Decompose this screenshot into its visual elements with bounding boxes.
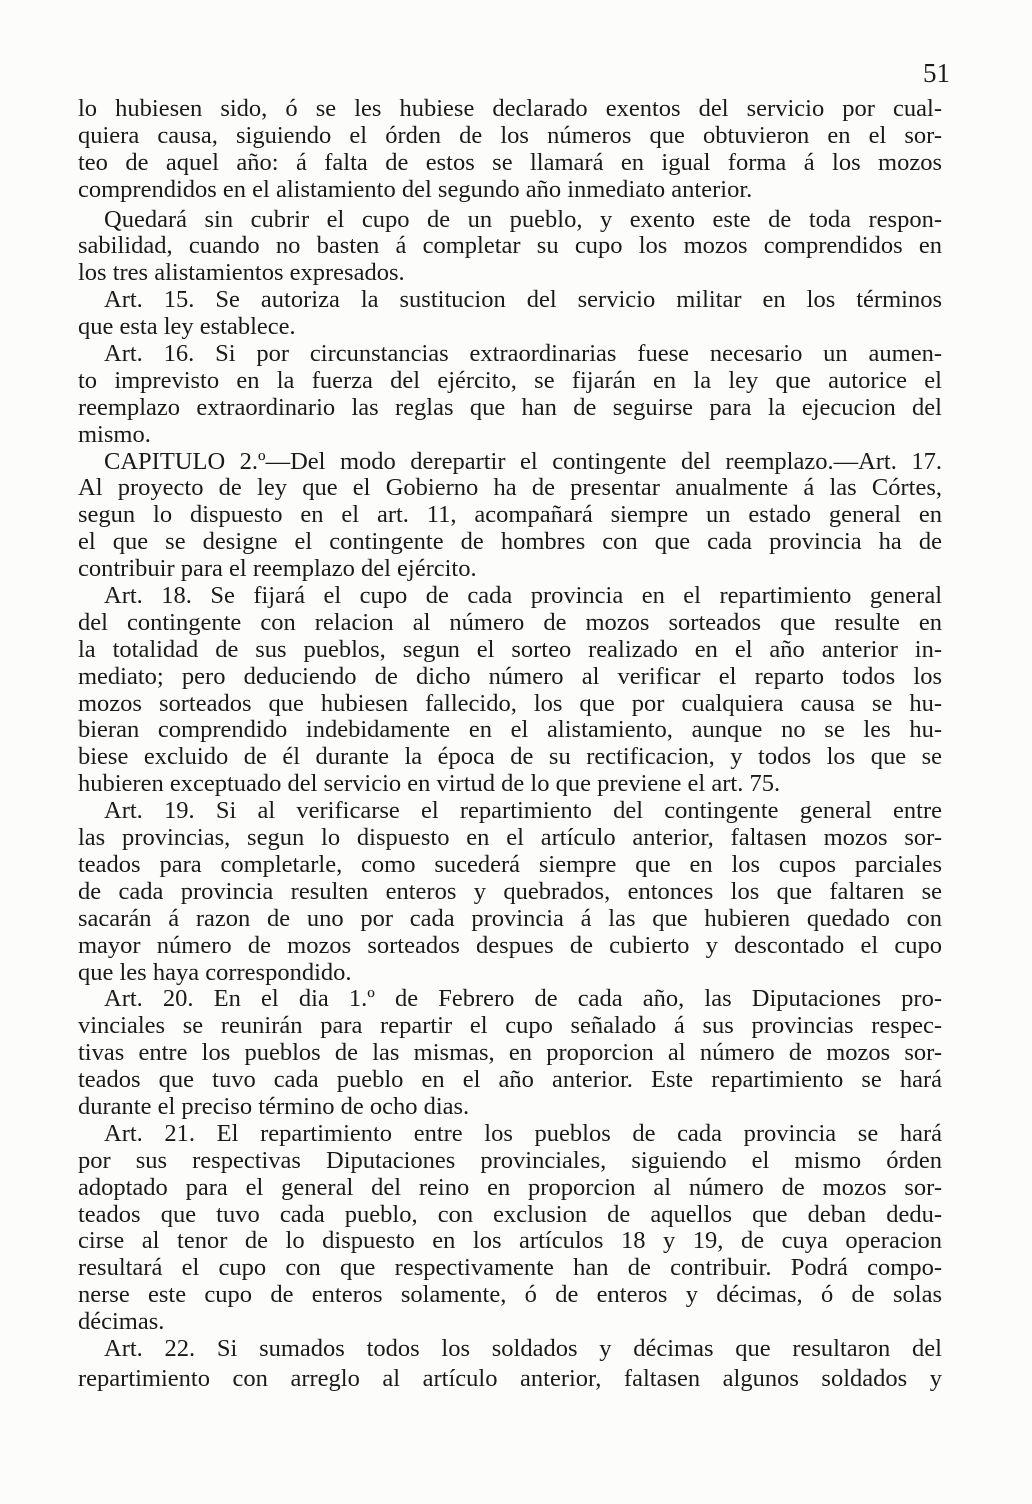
text-line: comprendidos en el alistamiento del segundo año inmediato anterior. xyxy=(78,176,753,203)
text-line: resultará el cupo con que respectivamente han de contribuir. Podrá compo- xyxy=(78,1255,942,1282)
text-line: Al proyecto de ley que el Gobierno ha de presentar anualmente á las Córtes, xyxy=(78,475,942,502)
text-line: mismo. xyxy=(78,421,151,448)
text-line: mayor número de mozos sorteados despues de cubierto y descontado el cupo xyxy=(78,932,942,959)
text-line: Art. 22. Si sumados todos los soldados y décimas que resultaron del xyxy=(104,1335,942,1362)
text-line: CAPITULO 2.º—Del modo derepartir el contingente del reemplazo.—Art. 17. xyxy=(104,448,942,475)
text-line: hubieren exceptuado del servicio en virtud de lo que previene el art. 75. xyxy=(78,771,781,798)
text-line: las provincias, segun lo dispuesto en el artículo anterior, faltasen mozos sor- xyxy=(78,825,942,852)
text-line: que les haya correspondido. xyxy=(78,959,352,986)
text-line: por sus respectivas Diputaciones provinciales, siguiendo el mismo órden xyxy=(78,1147,942,1174)
text-line: to imprevisto en la fuerza del ejército, se fijarán en la ley que autorice el xyxy=(78,367,942,394)
text-line: biese excluido de él durante la época de su rectificacion, y todos los que se xyxy=(78,744,942,771)
text-line: de cada provincia resulten enteros y quebrados, entonces los que faltaren se xyxy=(78,878,942,905)
text-line: durante el preciso término de ocho dias. xyxy=(78,1093,470,1120)
text-line: mediato; pero deduciendo de dicho número al verificar el reparto todos los xyxy=(78,663,942,690)
text-line: segun lo dispuesto en el art. 11, acompañará siempre un estado general en xyxy=(78,502,942,529)
text-line: lo hubiesen sido, ó se les hubiese declarado exentos del servicio por cual- xyxy=(78,96,942,122)
text-line: adoptado para el general del reino en proporcion al número de mozos sor- xyxy=(78,1174,942,1201)
text-line: décimas. xyxy=(78,1309,165,1336)
text-line: Art. 15. Se autoriza la sustitucion del servicio militar en los términos xyxy=(104,287,942,314)
text-line: teados para completarle, como sucederá siempre que en los cupos parciales xyxy=(78,851,942,878)
text-line: que esta ley establece. xyxy=(78,314,296,341)
text-line: del contingente con relacion al número de mozos sorteados que resulte en xyxy=(78,609,942,636)
text-line: Art. 18. Se fijará el cupo de cada provincia en el repartimiento general xyxy=(104,583,942,610)
text-line: teo de aquel año: á falta de estos se llamará en igual forma á los mozos xyxy=(78,149,942,176)
text-line: nerse este cupo de enteros solamente, ó de enteros y décimas, ó de solas xyxy=(78,1282,942,1309)
text-line: tivas entre los pueblos de las mismas, en proporcion al número de mozos sor- xyxy=(78,1040,942,1067)
text-line: mozos sorteados que hubiesen fallecido, los que por cualquiera causa se hu- xyxy=(78,690,942,717)
text-line: quiera causa, siguiendo el órden de los números que obtuvieron en el sor- xyxy=(78,122,942,149)
text-line: contribuir para el reemplazo del ejército. xyxy=(78,556,477,583)
text-line: repartimiento con arreglo al artículo anterior, faltasen algunos soldados y xyxy=(78,1365,942,1392)
text-line: el que se designe el contingente de hombres con que cada provincia ha de xyxy=(78,529,942,556)
text-line: Art. 21. El repartimiento entre los pueblos de cada provincia se hará xyxy=(104,1120,942,1147)
body-text xyxy=(78,96,942,1393)
text-line: reemplazo extraordinario las reglas que han de seguirse para la ejecucion del xyxy=(78,394,942,421)
text-line: teados que tuvo cada pueblo en el año anterior. Este repartimiento se hará xyxy=(78,1067,942,1094)
text-line: Art. 16. Si por circunstancias extraordinarias fuese necesario un aumen- xyxy=(104,341,942,368)
text-line: sabilidad, cuando no basten á completar su cupo los mozos comprendidos en xyxy=(78,233,942,260)
text-line: los tres alistamientos expresados. xyxy=(78,260,405,287)
text-line: bieran comprendido indebidamente en el alistamiento, aunque no se les hu- xyxy=(78,717,942,744)
text-line: Quedará sin cubrir el cupo de un pueblo, y exento este de toda respon- xyxy=(104,206,942,233)
text-line: sacarán á razon de uno por cada provincia á las que hubieren quedado con xyxy=(78,905,942,932)
text-line: cirse al tenor de lo dispuesto en los artículos 18 y 19, de cuya operacion xyxy=(78,1228,942,1255)
text-line: vinciales se reunirán para repartir el cupo señalado á sus provincias respec- xyxy=(78,1013,942,1040)
text-line: teados que tuvo cada pueblo, con exclusion de aquellos que deban dedu- xyxy=(78,1201,942,1228)
text-line: Art. 19. Si al verificarse el repartimiento del contingente general entre xyxy=(104,798,942,825)
page-number: 51 xyxy=(923,58,950,88)
text-line: Art. 20. En el dia 1.º de Febrero de cada año, las Diputaciones pro- xyxy=(104,986,942,1013)
text-line: la totalidad de sus pueblos, segun el sorteo realizado en el año anterior in- xyxy=(78,636,942,663)
